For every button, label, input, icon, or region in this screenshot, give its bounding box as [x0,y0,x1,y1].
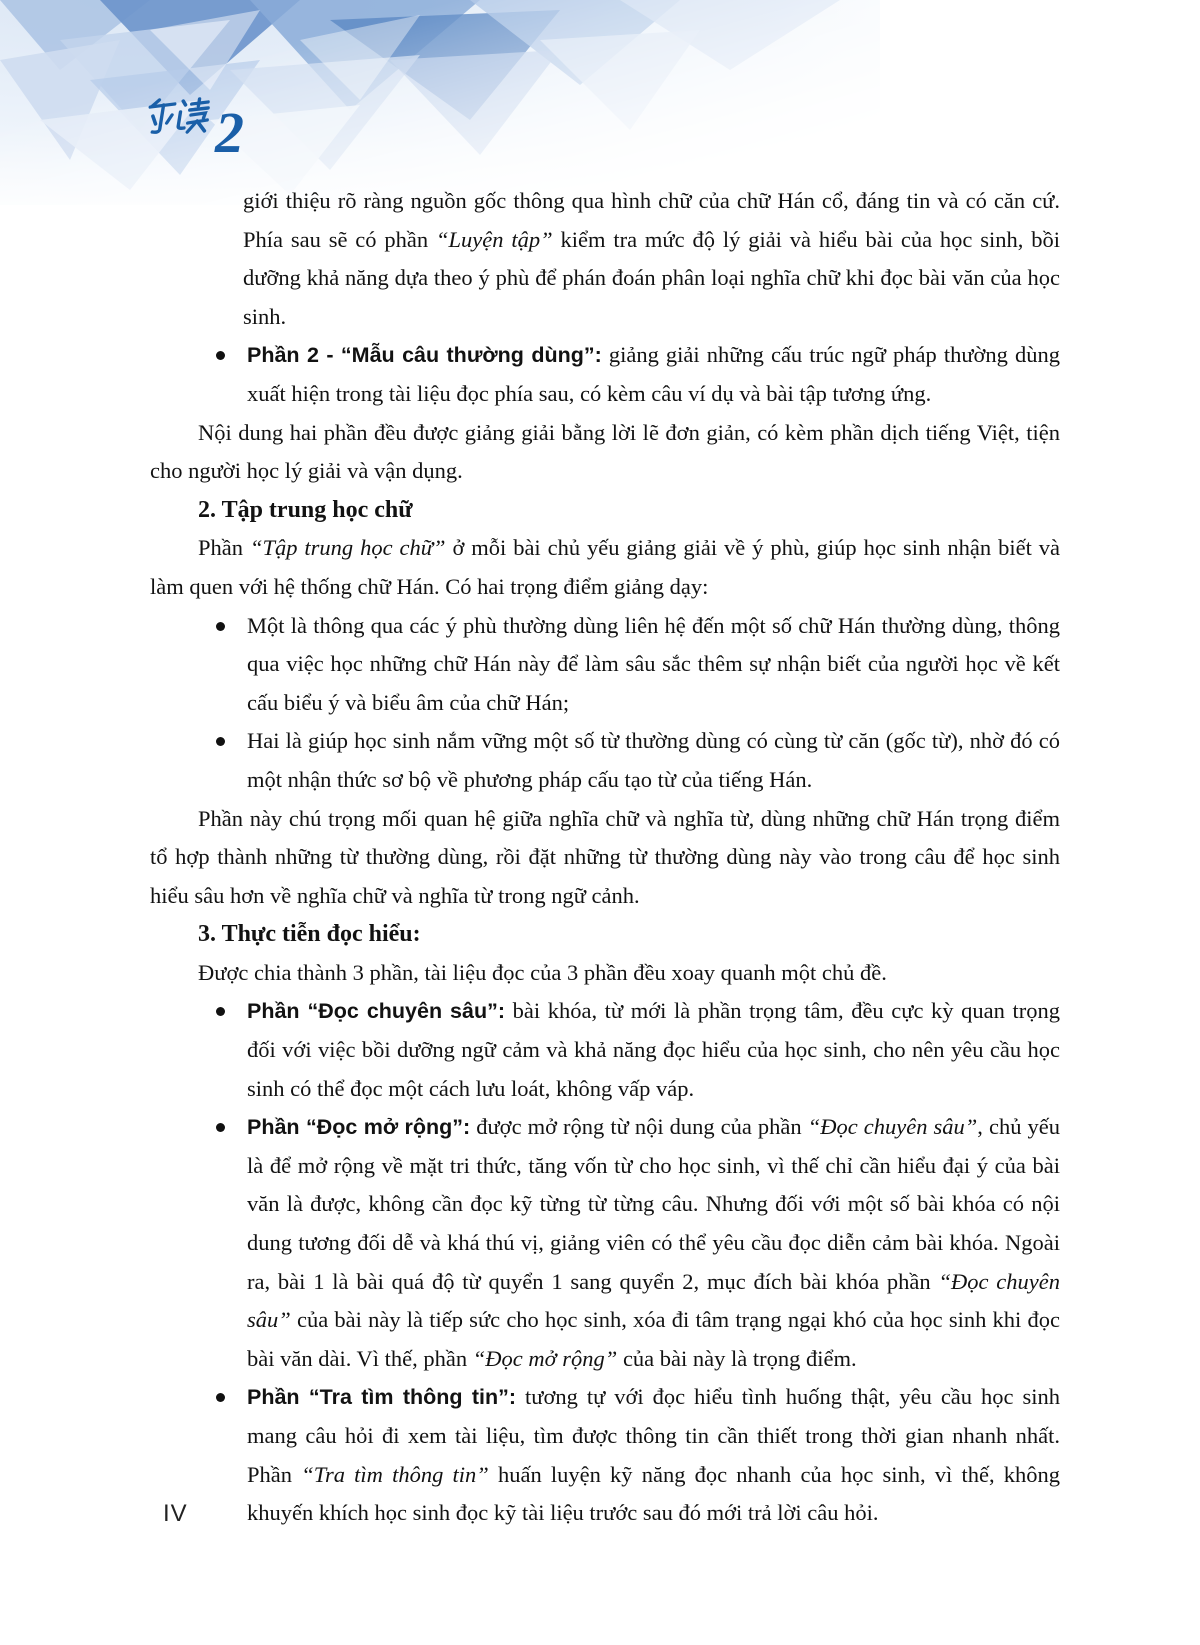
polygon-header-decoration [0,0,880,205]
paragraph: Được chia thành 3 phần, tài liệu đọc của 3 phần đều xoay quanh một chủ đề. [198,959,887,985]
page-number: IV [163,1500,188,1527]
bullet-icon [216,1123,225,1132]
section-heading: 2. Tập trung học chữ [198,496,413,523]
paragraph: Phần “Tập trung học chữ” ở mỗi bài chủ yếu giảng giải về ý phù, giúp học sinh nhận biết và làm quen với hệ thống chữ Hán. Có hai trọng điểm giảng dạy: [150,535,1060,599]
bullet-icon [216,622,225,631]
paragraph: giới thiệu rõ ràng nguồn gốc thông qua hình chữ của chữ Hán cổ, đáng tin và có căn cứ. Phía sau sẽ có phần “Luyện tập” kiểm tra mức độ lý giải và hiểu bài của học sinh, bồi dưỡng khả năng dựa theo ý phù để phán đoán phân loại nghĩa chữ khi đọc bài văn của học sinh. [243,188,1060,329]
bullet-text: Phần “Tra tìm thông tin”: tương tự với đọc hiểu tình huống thật, yêu cầu học sinh mang câu hỏi đi xem tài liệu, tìm được thông tin cần thiết trong thời gian nhanh nhất. Phần “Tra tìm thông tin” huấn luyện kỹ năng đọc nhanh của học sinh, vì thế, không khuyến khích học sinh đọc kỹ tài liệu trước sau đó mới trả lời câu hỏi. [247,1384,1061,1526]
bullet-icon [216,737,225,746]
section-heading: 3. Thực tiễn đọc hiểu: [198,921,421,948]
bullet-item [150,722,1060,799]
bullet-text: Phần 2 - “Mẫu câu thường dùng”: giảng giải những cấu trúc ngữ pháp thường dùng xuất hiện trong tài liệu đọc phía sau, có kèm câu ví dụ và bài tập tương ứng. [247,342,1060,406]
paragraph: Nội dung hai phần đều được giảng giải bằng lời lẽ đơn giản, có kèm phần dịch tiếng Việt, tiện cho người học lý giải và vận dụng. [150,419,1060,484]
paragraph: Phần này chú trọng mối quan hệ giữa nghĩa chữ và nghĩa từ, dùng những chữ Hán trọng điểm tổ hợp thành những từ thường dùng, rồi đặt những từ thường dùng này vào trong câu để học sinh hiểu sâu hơn về nghĩa chữ và nghĩa từ trong ngữ cảnh. [150,805,1060,908]
bullet-item [150,336,1060,413]
bullet-item [150,992,1060,1108]
bullet-icon [216,1393,225,1402]
bullet-item [150,1378,1060,1532]
bullet-text: Phần “Đọc chuyên sâu”: bài khóa, từ mới là phần trọng tâm, đều cực kỳ quan trọng đối với việc bồi dưỡng ngữ cảm và khả năng đọc hiểu của học sinh, cho nên yêu cầu học sinh có thể đọc một cách lưu loát, không vấp váp. [247,998,1060,1101]
bullet-text: Phần “Đọc mở rộng”: được mở rộng từ nội dung của phần “Đọc chuyên sâu”, chủ yếu là để mở rộng về mặt tri thức, tăng vốn từ cho học sinh, vì thế chỉ cần hiểu đại ý của bài văn là được, không cần đọc kỹ từng từ từng câu. Nhưng đối với một số bài khóa có nội dung tương đối dễ và khá thú vị, giảng viên có thể yêu cầu đọc diễn cảm bài khóa. Ngoài ra, bài 1 là bài quá độ từ quyển 1 sang quyển 2, mục đích bài khóa phần “Đọc chuyên sâu” của bài này là tiếp sức cho học sinh, xóa đi tâm trạng ngại khó của học sinh khi đọc bài văn dài. Vì thế, phần “Đọc mở rộng” của bài này là trọng điểm. [247,1114,1060,1371]
bullet-icon [216,351,225,360]
bullet-text: Một là thông qua các ý phù thường dùng liên hệ đến một số chữ Hán thường dùng, thông qua việc học những chữ Hán này để làm sâu sắc thêm sự nhận biết của người học về kết cấu biểu ý và biểu âm của chữ Hán; [247,612,1060,715]
bullet-text: Hai là giúp học sinh nắm vững một số từ thường dùng có cùng từ căn (gốc từ), nhờ đó có một nhận thức sơ bộ về phương pháp cấu tạo từ của tiếng Hán. [247,728,1060,792]
bullet-item [150,607,1060,723]
bullet-icon [216,1007,225,1016]
text-column [150,182,1060,1533]
logo-number: 2 [215,100,244,165]
logo [144,96,244,165]
logo-cjk-icon [144,96,212,140]
bullet-item [150,1108,1060,1378]
